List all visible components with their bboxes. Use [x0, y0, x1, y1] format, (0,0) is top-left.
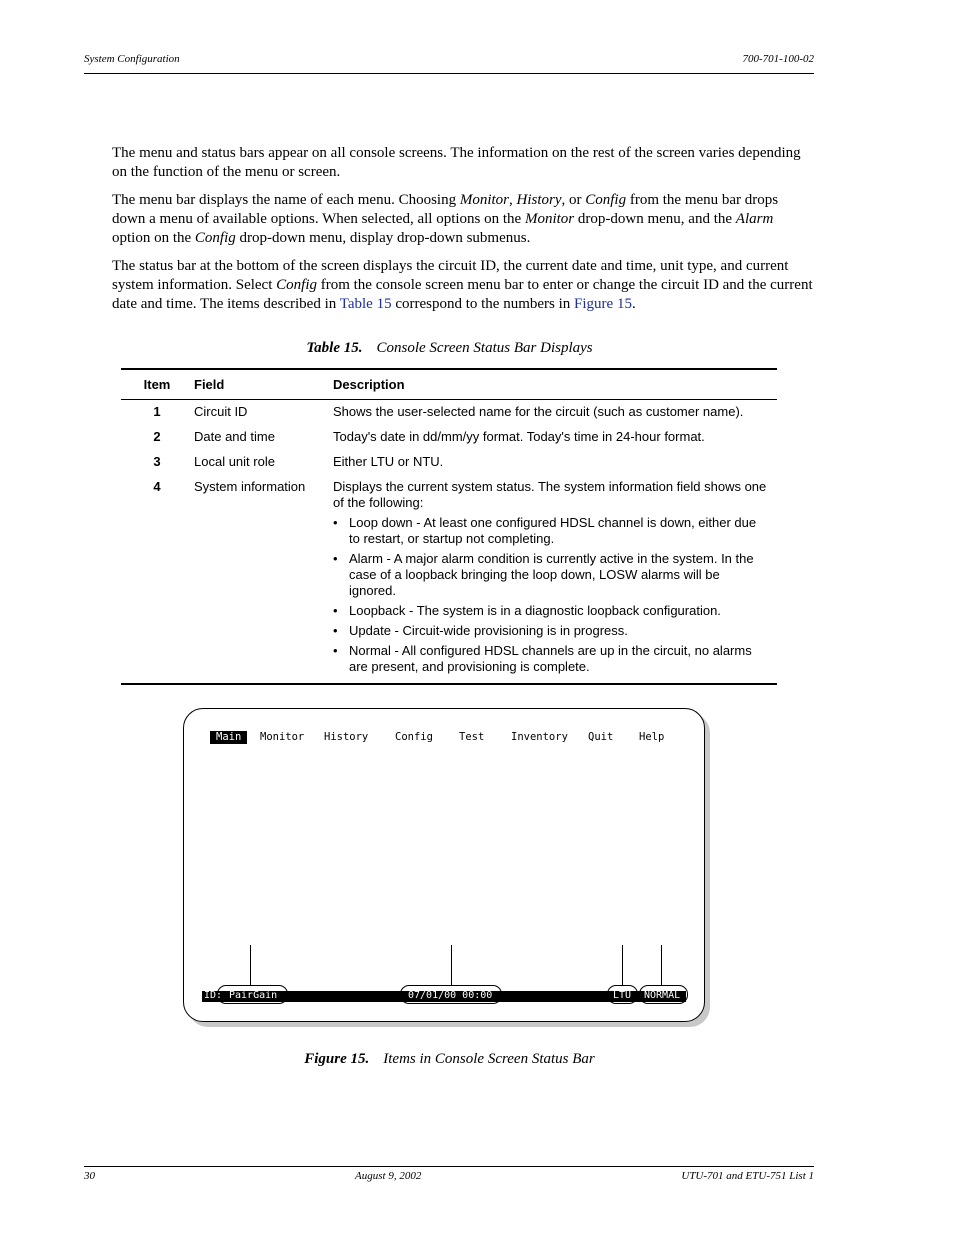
p2-text-c: drop-down menu, and the: [574, 211, 736, 227]
p2-monitor: Monitor: [459, 192, 509, 208]
callout-line-unit: [622, 945, 623, 985]
p2-text-a: The menu bar displays the name of each menu. Choosing: [112, 192, 460, 208]
row-description-text: Displays the current system status. The system information field shows one of the following:: [333, 479, 767, 510]
p2-text-b: from the menu bar drops down a menu of available options. When selected, all options on the: [112, 192, 779, 227]
menu-main[interactable]: Main: [210, 731, 247, 744]
header-section-title: System Configuration: [84, 53, 180, 65]
paragraph-1: The menu and status bars appear on all console screens. The information on the rest of the screen varies depending on the function of the menu or screen.: [112, 145, 801, 180]
table-row: [121, 429, 777, 445]
p2-config: Config: [585, 192, 627, 208]
menu-test[interactable]: Test: [459, 731, 485, 743]
bullet-loop-down: • Loop down - At least one configured HDSL channel is down, either due to restart, or startup not completing.: [333, 515, 769, 547]
row-item: 3: [153, 454, 161, 469]
p3-text-b: from the console screen menu bar to enter or change the circuit ID and the current date and time. The items described in: [112, 277, 813, 312]
header-field: Field: [194, 376, 225, 392]
row-description: Either LTU or NTU.: [333, 454, 444, 469]
menu-history[interactable]: History: [324, 731, 369, 743]
p3-text-d: .: [631, 296, 636, 312]
bullet-loopback: • Loopback - The system is in a diagnostic loopback configuration.: [333, 603, 769, 619]
p2-comma: ,: [509, 192, 517, 208]
table-header-row: [121, 370, 777, 400]
p3-text-c: correspond to the numbers in: [391, 296, 575, 312]
row-description: Today's date in dd/mm/yy format. Today's time in 24-hour format.: [333, 429, 705, 444]
bullet-normal: • Normal - All configured HDSL channels are up in the circuit, no alarms are present, and provisioning is complete.: [333, 643, 769, 675]
menu-help[interactable]: Help: [639, 731, 665, 743]
header-item: Item: [143, 376, 171, 392]
p2-text-e: drop-down menu, display drop-down submenus.: [235, 230, 531, 246]
row-item: 1: [153, 404, 161, 419]
table-row: [121, 479, 777, 679]
p2-alarm: Alarm: [735, 211, 774, 227]
figure-caption-title: Items in Console Screen Status Bar: [383, 1051, 595, 1067]
footer-date: August 9, 2002: [355, 1170, 422, 1182]
figure-caption: [122, 1051, 777, 1068]
body-text: [112, 144, 814, 323]
callout-line-date-time: [451, 945, 452, 985]
page-footer: [84, 1170, 814, 1182]
row-description: [333, 479, 777, 679]
footer-product: UTU-701 and ETU-751 List 1: [681, 1170, 814, 1182]
table-caption-label: Table 15.: [306, 340, 363, 356]
paragraph-3: [112, 257, 814, 314]
p3-config: Config: [276, 277, 317, 293]
figure-15-link[interactable]: Figure 15: [574, 296, 632, 312]
callout-line-circuit-id: [250, 945, 251, 985]
row-item: 4: [153, 479, 161, 494]
status-bar-table: [121, 368, 777, 685]
p2-config-2: Config: [194, 230, 236, 246]
table-row: [121, 404, 777, 420]
menu-monitor[interactable]: Monitor: [260, 731, 305, 743]
table-caption-title: Console Screen Status Bar Displays: [376, 340, 593, 356]
status-unit-role: LTU: [613, 990, 632, 1001]
p3-text-a: The status bar at the bottom of the screen displays the circuit ID, the current date and time, unit type, and current system information. Select: [112, 258, 789, 293]
figure-caption-label: Figure 15.: [304, 1051, 370, 1067]
status-id-label: ID:: [204, 990, 223, 1001]
menu-config[interactable]: Config: [395, 731, 433, 743]
menu-inventory[interactable]: Inventory: [511, 731, 568, 743]
bullet-update: • Update - Circuit-wide provisioning is in progress.: [333, 623, 769, 639]
row-field: Date and time: [194, 429, 275, 444]
table-row: [121, 454, 777, 470]
header-description: Description: [333, 376, 405, 392]
bullet-alarm: • Alarm - A major alarm condition is currently active in the system. In the case of a loopback bringing the loop down, LOSW alarms will be ignored.: [333, 551, 769, 599]
footer-rule: [84, 1166, 814, 1167]
p2-or: , or: [561, 192, 586, 208]
row-field: Local unit role: [194, 454, 275, 469]
status-bullet-list: [333, 515, 769, 675]
p2-text-d: option on the: [112, 230, 195, 246]
row-field: Circuit ID: [194, 404, 248, 419]
menu-quit[interactable]: Quit: [588, 731, 614, 743]
status-system-info: NORMAL: [644, 990, 681, 1001]
page-header: [84, 53, 814, 65]
table-caption: [122, 340, 777, 357]
header-doc-number: 700-701-100-02: [742, 53, 814, 65]
table-15-link[interactable]: Table 15: [339, 296, 392, 312]
row-field: System information: [194, 479, 306, 494]
status-date-time: 07/01/00 00:00: [408, 990, 493, 1001]
callout-line-system: [661, 945, 662, 985]
paragraph-2: [112, 191, 814, 248]
row-description: Shows the user-selected name for the circuit (such as customer name).: [333, 404, 744, 419]
status-circuit-id: PairGain: [229, 990, 278, 1001]
header-rule: [84, 73, 814, 74]
p2-monitor-2: Monitor: [524, 211, 575, 227]
p2-history: History: [516, 192, 562, 208]
console-screen-figure: [183, 708, 705, 1022]
footer-page-number: 30: [84, 1170, 95, 1182]
row-item: 2: [153, 429, 161, 444]
